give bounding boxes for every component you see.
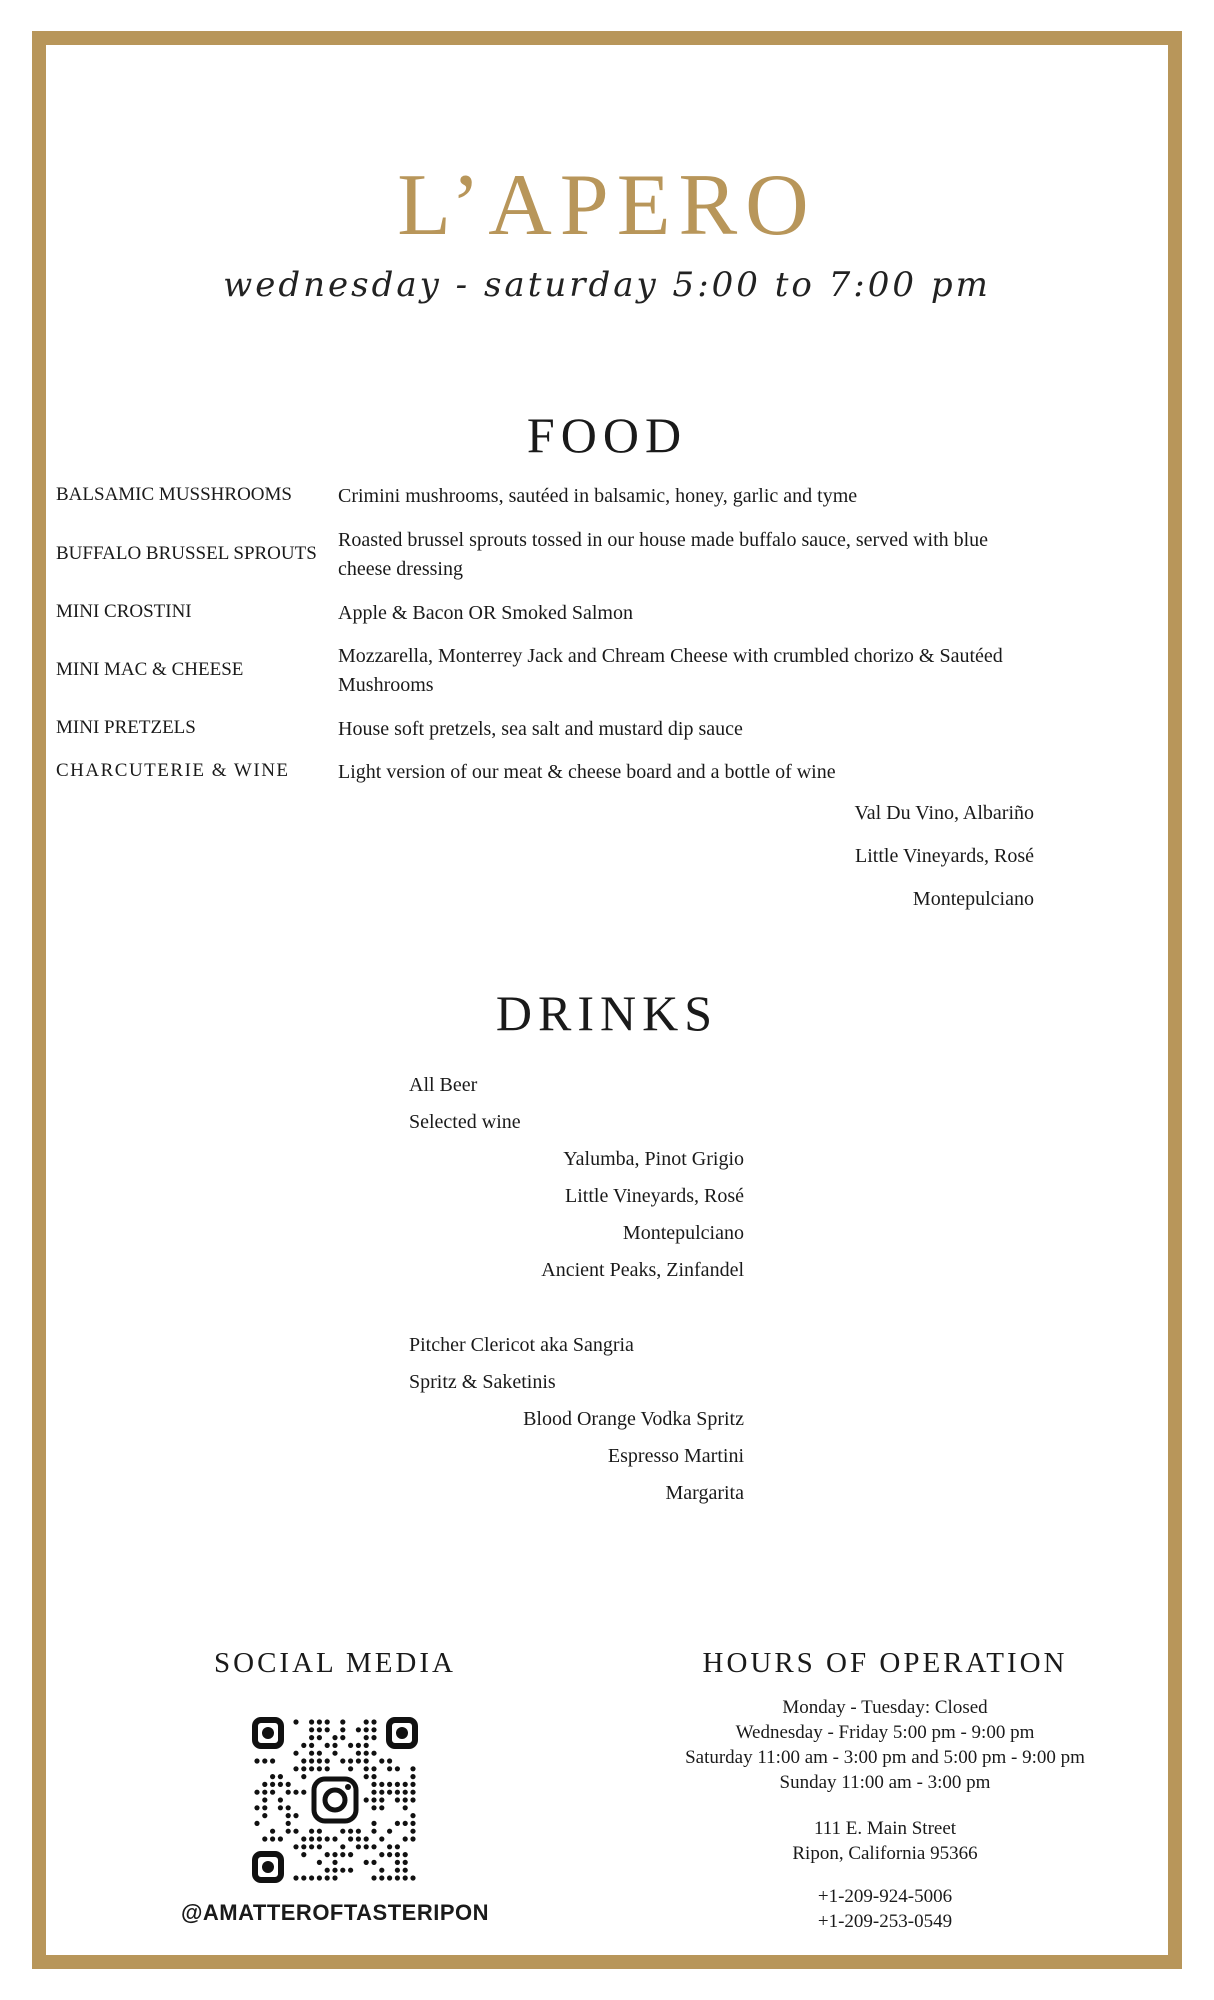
qr-dot (348, 1852, 353, 1857)
qr-dot (278, 1782, 283, 1787)
qr-dot (317, 1836, 322, 1841)
food-item-name: CHARCUTERIE & WINE (56, 760, 290, 781)
qr-dot (317, 1727, 322, 1732)
qr-dot (379, 1836, 384, 1841)
qr-dot (262, 1790, 267, 1795)
qr-dot (410, 1790, 415, 1795)
qr-dot (301, 1852, 306, 1857)
qr-dot (410, 1836, 415, 1841)
qr-dot (332, 1743, 337, 1748)
drink-cocktail-item: Blood Orange Vodka Spritz (523, 1408, 744, 1430)
qr-dot (348, 1829, 353, 1834)
qr-dot (286, 1813, 291, 1818)
qr-dot (254, 1790, 259, 1795)
qr-dot (348, 1868, 353, 1873)
drink-item: Spritz & Saketinis (409, 1371, 556, 1393)
hours-line: Monday - Tuesday: Closed (782, 1697, 988, 1718)
hours-line: Saturday 11:00 am - 3:00 pm and 5:00 pm - 9:00 pm (685, 1747, 1085, 1768)
qr-dot (403, 1782, 408, 1787)
qr-dot (309, 1751, 314, 1756)
qr-dot (410, 1797, 415, 1802)
qr-dot (262, 1758, 267, 1763)
qr-dot (332, 1875, 337, 1880)
qr-dot (301, 1836, 306, 1841)
qr-dot (403, 1836, 408, 1841)
food-item-name: MINI CROSTINI (56, 601, 192, 622)
qr-dot (348, 1836, 353, 1841)
qr-dot (410, 1774, 415, 1779)
qr-dot (379, 1758, 384, 1763)
qr-dot (364, 1860, 369, 1865)
qr-dot (403, 1805, 408, 1810)
food-wine-item: Val Du Vino, Albariño (854, 802, 1034, 824)
qr-dot (395, 1860, 400, 1865)
qr-dot (270, 1836, 275, 1841)
drink-wine-item: Montepulciano (622, 1222, 744, 1244)
qr-dot (293, 1844, 298, 1849)
hours-list (640, 1695, 1130, 1795)
food-item-desc: Apple & Bacon OR Smoked Salmon (338, 602, 633, 624)
qr-dot (301, 1766, 306, 1771)
drink-cocktail-item: Margarita (665, 1482, 744, 1504)
qr-dot (325, 1766, 330, 1771)
qr-dot (332, 1751, 337, 1756)
qr-dot (371, 1774, 376, 1779)
qr-dot (278, 1805, 283, 1810)
qr-dot (254, 1821, 259, 1826)
qr-dot (340, 1719, 345, 1724)
address-line: 111 E. Main Street (813, 1818, 957, 1839)
qr-dot (364, 1836, 369, 1841)
address-line: Ripon, California 95366 (792, 1843, 978, 1864)
qr-dot (371, 1821, 376, 1826)
qr-dot (309, 1875, 314, 1880)
hours-line: Sunday 11:00 am - 3:00 pm (779, 1772, 991, 1793)
address (640, 1816, 1130, 1866)
qr-dot (278, 1774, 283, 1779)
qr-dot (387, 1790, 392, 1795)
qr-dot (254, 1758, 259, 1763)
qr-dot (364, 1766, 369, 1771)
qr-dot (371, 1719, 376, 1724)
qr-dot (371, 1766, 376, 1771)
qr-dot (293, 1766, 298, 1771)
qr-dot (379, 1790, 384, 1795)
qr-dot (403, 1860, 408, 1865)
qr-dot (309, 1719, 314, 1724)
qr-dot (371, 1782, 376, 1787)
qr-dot (364, 1727, 369, 1732)
qr-dot (325, 1719, 330, 1724)
qr-dot (325, 1727, 330, 1732)
qr-dot (379, 1782, 384, 1787)
qr-dot (379, 1797, 384, 1802)
food-item-name: MINI PRETZELS (56, 717, 196, 738)
qr-dot (395, 1852, 400, 1857)
drinks-heading: DRINKS (495, 985, 719, 1041)
qr-dot (364, 1797, 369, 1802)
qr-dot (325, 1875, 330, 1880)
food-item-desc: House soft pretzels, sea salt and mustard dip sauce (338, 718, 743, 740)
qr-dot (371, 1797, 376, 1802)
qr-dot (379, 1805, 384, 1810)
qr-dot (387, 1875, 392, 1880)
qr-dot (270, 1758, 275, 1763)
qr-dot (340, 1758, 345, 1763)
qr-dot (387, 1758, 392, 1763)
qr-dot (371, 1844, 376, 1849)
qr-dot (309, 1735, 314, 1740)
qr-dot (410, 1875, 415, 1880)
qr-dot (317, 1766, 322, 1771)
qr-dot (356, 1751, 361, 1756)
qr-dot (340, 1868, 345, 1873)
qr-dot (356, 1727, 361, 1732)
qr-dot (395, 1875, 400, 1880)
food-wine-item: Little Vineyards, Rosé (855, 845, 1034, 867)
qr-dot (371, 1727, 376, 1732)
qr-dot (270, 1829, 275, 1834)
qr-dot (348, 1758, 353, 1763)
qr-dot (364, 1758, 369, 1763)
qr-dot (332, 1860, 337, 1865)
food-item-desc: Roasted brussel sprouts tossed in our house made buffalo sauce, served with blue cheese dressing (338, 529, 989, 580)
food-heading: FOOD (526, 407, 688, 463)
qr-dot (301, 1758, 306, 1763)
drink-wine-item: Ancient Peaks, Zinfandel (541, 1259, 744, 1281)
qr-dot (403, 1875, 408, 1880)
qr-dot (262, 1782, 267, 1787)
qr-dot (395, 1797, 400, 1802)
qr-dot (395, 1868, 400, 1873)
page-subtitle: wednesday - saturday 5:00 to 7:00 pm (223, 265, 991, 305)
qr-dot (286, 1805, 291, 1810)
qr-dot (286, 1782, 291, 1787)
qr-dot (317, 1860, 322, 1865)
qr-dot (317, 1751, 322, 1756)
qr-dot (356, 1844, 361, 1849)
phone-number[interactable]: +1-209-253-0549 (817, 1911, 953, 1932)
qr-dot (270, 1782, 275, 1787)
qr-dot (371, 1735, 376, 1740)
qr-dot (403, 1790, 408, 1795)
qr-dot (340, 1852, 345, 1857)
qr-dot (332, 1868, 337, 1873)
qr-dot (293, 1813, 298, 1818)
qr-dot (395, 1782, 400, 1787)
qr-dot (410, 1782, 415, 1787)
qr-dot (371, 1860, 376, 1865)
qr-dot (301, 1875, 306, 1880)
food-item-name: BUFFALO BRUSSEL SPROUTS (56, 543, 317, 564)
qr-dot (293, 1751, 298, 1756)
qr-dot (403, 1852, 408, 1857)
qr-dot (317, 1735, 322, 1740)
qr-dot (293, 1719, 298, 1724)
qr-dot (395, 1790, 400, 1795)
qr-dot (293, 1875, 298, 1880)
qr-dot (325, 1758, 330, 1763)
qr-dot (286, 1790, 291, 1795)
instagram-qr-icon[interactable] (250, 1715, 420, 1885)
qr-dot (387, 1782, 392, 1787)
drink-item: Selected wine (409, 1111, 521, 1133)
qr-dot (332, 1852, 337, 1857)
qr-dot (403, 1821, 408, 1826)
qr-dot (309, 1829, 314, 1834)
qr-dot (410, 1813, 415, 1818)
qr-dot (410, 1829, 415, 1834)
qr-dot (348, 1743, 353, 1748)
qr-dot (301, 1844, 306, 1849)
qr-dot (364, 1743, 369, 1748)
qr-dot (356, 1829, 361, 1834)
qr-dot (301, 1743, 306, 1748)
qr-dot (309, 1758, 314, 1763)
qr-dot (356, 1836, 361, 1841)
qr-dot (278, 1797, 283, 1802)
qr-dot (410, 1766, 415, 1771)
qr-dot (340, 1727, 345, 1732)
qr-dot (309, 1743, 314, 1748)
qr-dot (364, 1735, 369, 1740)
drink-cocktail-item: Espresso Martini (607, 1445, 744, 1467)
qr-dot (364, 1774, 369, 1779)
drink-item: All Beer (409, 1074, 478, 1096)
qr-dot (387, 1852, 392, 1857)
qr-dot (371, 1790, 376, 1795)
qr-dot (309, 1836, 314, 1841)
qr-dot (356, 1758, 361, 1763)
qr-dot (410, 1821, 415, 1826)
qr-dot (395, 1844, 400, 1849)
qr-dot (371, 1751, 376, 1756)
qr-dot (262, 1805, 267, 1810)
qr-dot (364, 1751, 369, 1756)
hours-heading: HOURS OF OPERATION (702, 1647, 1068, 1679)
qr-dot (340, 1829, 345, 1834)
qr-dot (270, 1790, 275, 1795)
qr-dot (395, 1821, 400, 1826)
phone-list (640, 1884, 1130, 1934)
qr-dot (317, 1719, 322, 1724)
social-media-heading: SOCIAL MEDIA (214, 1647, 456, 1679)
qr-dot (309, 1766, 314, 1771)
food-wine-item: Montepulciano (912, 888, 1034, 910)
qr-dot (254, 1805, 259, 1810)
qr-dot (301, 1774, 306, 1779)
drink-item: Pitcher Clericot aka Sangria (409, 1334, 634, 1356)
qr-dot (301, 1790, 306, 1795)
qr-dot (340, 1844, 345, 1849)
qr-dot (293, 1790, 298, 1795)
qr-dot (309, 1844, 314, 1849)
page-title: L’APERO (397, 157, 817, 254)
qr-dot (387, 1844, 392, 1849)
qr-dot (379, 1852, 384, 1857)
qr-dot (293, 1829, 298, 1834)
qr-dot (348, 1766, 353, 1771)
qr-dot (371, 1829, 376, 1834)
qr-dot (270, 1774, 275, 1779)
qr-dot (379, 1868, 384, 1873)
qr-dot (403, 1797, 408, 1802)
qr-dot (340, 1735, 345, 1740)
drink-wine-item: Yalumba, Pinot Grigio (563, 1148, 744, 1170)
qr-dot (332, 1836, 337, 1841)
drink-wine-item: Little Vineyards, Rosé (565, 1185, 744, 1207)
qr-dot (395, 1766, 400, 1771)
qr-dot (356, 1743, 361, 1748)
qr-dot (262, 1836, 267, 1841)
qr-dot (262, 1797, 267, 1802)
qr-dot (325, 1743, 330, 1748)
qr-dot (364, 1719, 369, 1724)
qr-dot (317, 1758, 322, 1763)
food-item-desc: Mozzarella, Monterrey Jack and Chream Cheese with crumbled chorizo & Sautéed Mushrooms (338, 645, 1003, 696)
social-handle[interactable]: @AMATTEROFTASTERIPON (180, 1900, 490, 1925)
qr-dot (387, 1829, 392, 1834)
qr-dot (371, 1805, 376, 1810)
qr-dot (262, 1813, 267, 1818)
qr-dot (325, 1852, 330, 1857)
qr-dot (379, 1875, 384, 1880)
qr-dot (317, 1829, 322, 1834)
qr-dot (325, 1836, 330, 1841)
qr-dot (364, 1844, 369, 1849)
qr-dot (387, 1766, 392, 1771)
qr-dot (325, 1868, 330, 1873)
food-item-desc: Light version of our meat & cheese board and a bottle of wine (338, 761, 836, 783)
qr-dot (286, 1821, 291, 1826)
qr-dot (403, 1868, 408, 1873)
food-item-desc: Crimini mushrooms, sautéed in balsamic, honey, garlic and tyme (338, 485, 858, 507)
phone-number[interactable]: +1-209-924-5006 (817, 1886, 953, 1907)
qr-dot (278, 1836, 283, 1841)
qr-dot (286, 1829, 291, 1834)
qr-dot (317, 1844, 322, 1849)
hours-line: Wednesday - Friday 5:00 pm - 9:00 pm (735, 1722, 1035, 1743)
qr-dot (332, 1735, 337, 1740)
food-item-name: MINI MAC & CHEESE (56, 659, 244, 680)
qr-dot (317, 1875, 322, 1880)
food-item-name: BALSAMIC MUSSHROOMS (56, 484, 292, 505)
qr-dot (371, 1875, 376, 1880)
qr-dot (309, 1727, 314, 1732)
